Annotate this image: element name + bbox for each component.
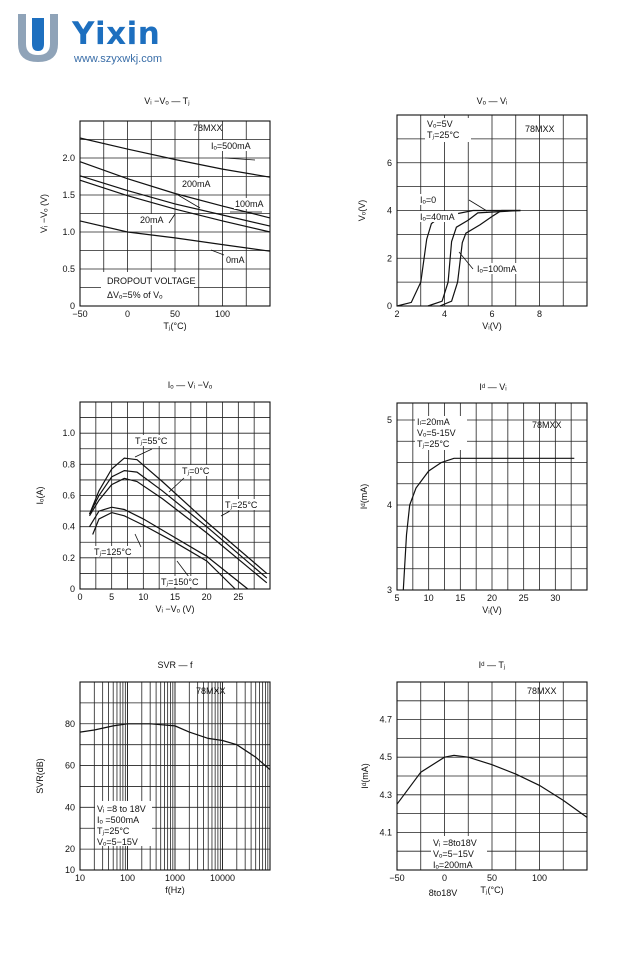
y-tick-label: 20 xyxy=(64,844,75,855)
annotation-text: Tⱼ=25°C xyxy=(97,826,130,836)
x-tick-label: 10000 xyxy=(209,873,236,883)
y-tick-label: 60 xyxy=(64,760,75,771)
x-tick-label: 5 xyxy=(109,592,115,602)
x-tick-label: 2 xyxy=(394,309,400,319)
y-tick-label: 3 xyxy=(386,585,392,595)
x-tick-label: 100 xyxy=(119,873,136,883)
series-label: Iₒ=500mA xyxy=(211,141,251,151)
y-tick-label: 10 xyxy=(64,865,75,875)
y-tick-label: 0 xyxy=(69,301,75,311)
y-axis-label: Iₒ(A) xyxy=(35,486,45,505)
brand-name: Yixin xyxy=(72,16,161,52)
y-tick-label: 4.7 xyxy=(379,714,392,725)
y-tick-label: 0.2 xyxy=(62,552,75,563)
annotation-text: Vᵢ =8 to 18V xyxy=(97,804,146,814)
series-label: 0mA xyxy=(226,255,245,265)
label-leader-line xyxy=(135,534,141,547)
annotation-text: Iₒ =500mA xyxy=(97,815,140,825)
x-axis-label: Tⱼ(°C) xyxy=(163,321,187,331)
x-tick-label: 25 xyxy=(518,593,529,603)
label-leader-line xyxy=(459,252,473,269)
series-label: Iₒ=40mA xyxy=(420,212,455,222)
device-label: 78MXX xyxy=(196,686,226,696)
y-tick-label: 0.5 xyxy=(62,264,75,274)
x-tick-label: 0 xyxy=(77,592,83,602)
label-leader-line xyxy=(177,561,189,577)
y-tick-label: 4.5 xyxy=(379,752,392,763)
y-tick-label: 0.6 xyxy=(62,490,75,501)
y-tick-label: 80 xyxy=(64,718,75,729)
y-tick-label: 1.5 xyxy=(62,190,75,200)
y-tick-label: 5 xyxy=(386,415,392,425)
x-tick-label: 10 xyxy=(423,593,434,603)
x-tick-label: 100 xyxy=(531,873,548,883)
y-tick-label: 0 xyxy=(69,584,75,594)
x-tick-label: 20 xyxy=(486,593,498,603)
annotation-text: Vₒ=5−15V xyxy=(433,849,474,859)
y-axis-label: Iᵈ(mA) xyxy=(360,763,370,789)
annotation-text: Iₗ=20mA xyxy=(417,417,450,427)
annotation-text: Vₒ=5-15V xyxy=(417,428,456,438)
y-tick-label: 6 xyxy=(386,157,392,168)
series-label: 20mA xyxy=(140,215,164,225)
annotation-text: Vₒ=5−15V xyxy=(97,837,138,847)
y-tick-label: 4 xyxy=(386,500,392,510)
x-axis-label: Vᵢ(V) xyxy=(482,321,502,331)
device-label: 78MXX xyxy=(527,686,557,696)
y-tick-label: 40 xyxy=(64,802,75,813)
series-label: Tⱼ=0°C xyxy=(182,466,210,476)
x-axis-label: Tⱼ(°C) xyxy=(480,885,504,895)
chart-title: Iᵈ — Vᵢ xyxy=(479,382,507,392)
x-tick-label: 100 xyxy=(214,309,231,319)
x-tick-label: 15 xyxy=(455,593,466,603)
x-tick-label: 50 xyxy=(486,873,498,883)
chart-3 xyxy=(35,380,270,614)
y-tick-label: 1.0 xyxy=(62,428,75,439)
y-axis-label: SVR(dB) xyxy=(35,758,45,794)
x-axis-label: Vᵢ −Vₒ (V) xyxy=(155,604,195,614)
x-tick-label: 6 xyxy=(489,309,495,319)
annotation-text: Vₒ=5V xyxy=(427,119,453,129)
x-axis-label: Vᵢ(V) xyxy=(482,605,502,615)
x-tick-label: 30 xyxy=(550,593,561,603)
grid-lines xyxy=(80,402,270,589)
y-tick-label: 0 xyxy=(386,301,392,311)
annotation-text: DROPOUT VOLTAGE xyxy=(107,276,196,286)
series-label: Tⱼ=55°C xyxy=(135,436,168,446)
series-label: Tⱼ=25°C xyxy=(225,500,258,510)
chart-title: Vₒ — Vᵢ xyxy=(476,96,508,106)
y-tick-label: 0.8 xyxy=(62,459,75,470)
x-tick-label: 25 xyxy=(233,592,244,602)
label-leader-line xyxy=(469,200,487,211)
annotation-text: Vᵢ =8to18V xyxy=(433,838,477,848)
chart-title: SVR — f xyxy=(157,660,193,670)
x-tick-label: 20 xyxy=(201,592,212,602)
chart-2 xyxy=(357,96,587,331)
annotation-text: ΔVₒ=5% of Vₒ xyxy=(107,290,163,300)
x-tick-label: 8 xyxy=(536,309,543,319)
series-label: Tⱼ=150°C xyxy=(161,577,199,587)
y-tick-label: 4.1 xyxy=(379,827,392,838)
x-tick-label: 4 xyxy=(441,309,448,319)
device-label: 78MXX xyxy=(525,124,555,134)
x-tick-label: 0 xyxy=(441,873,448,883)
y-tick-label: 2 xyxy=(386,253,392,264)
x-tick-label: 1000 xyxy=(164,873,186,883)
chart-5 xyxy=(35,660,270,895)
brand-website: www.szyxwkj.com xyxy=(74,53,163,65)
device-label: 78MXX xyxy=(193,123,223,133)
chart-title: Iᵈ — Tⱼ xyxy=(478,660,506,670)
x-tick-label: 5 xyxy=(394,593,400,603)
annotation-text: Tⱼ=25°C xyxy=(427,130,460,140)
series-line xyxy=(90,478,267,582)
chart-4 xyxy=(359,382,587,615)
label-leader-line xyxy=(169,214,175,223)
chart-title: Vᵢ −Vₒ — Tⱼ xyxy=(144,96,190,106)
y-tick-label: 4 xyxy=(386,205,392,216)
x-tick-label: 10 xyxy=(74,873,86,883)
chart-6 xyxy=(360,660,587,898)
y-tick-label: 1.0 xyxy=(62,227,75,237)
x-tick-label: 15 xyxy=(169,592,181,602)
device-label: 78MXX xyxy=(532,420,562,430)
x-tick-label: −50 xyxy=(72,309,88,319)
x-tick-label: 10 xyxy=(138,592,149,602)
x-tick-label: 0 xyxy=(124,309,131,319)
annotation-text: Iₒ=200mA xyxy=(433,860,473,870)
x-axis-label: f(Hz) xyxy=(165,885,185,895)
series-label: Iₒ=0 xyxy=(420,195,437,205)
x-axis-extra-label: 8to18V xyxy=(428,888,458,898)
y-axis-label: Vᵢ −Vₒ (V) xyxy=(39,193,49,234)
annotation-text: Tⱼ=25°C xyxy=(417,439,450,449)
y-tick-label: 2.0 xyxy=(62,153,75,163)
x-tick-label: 50 xyxy=(169,309,181,319)
series-label: Iₒ=100mA xyxy=(477,264,517,274)
series-label: 200mA xyxy=(182,179,211,189)
chart-1 xyxy=(39,96,270,331)
y-tick-label: 0.4 xyxy=(62,521,75,532)
y-axis-label: Iᵈ(mA) xyxy=(359,483,369,510)
y-axis-label: Vₒ(V) xyxy=(357,199,367,222)
grid-lines xyxy=(397,682,587,870)
series-label: 100mA xyxy=(235,199,264,209)
y-tick-label: 4.3 xyxy=(379,789,392,800)
chart-title: Iₒ — Vᵢ −Vₒ xyxy=(167,380,213,390)
x-tick-label: −50 xyxy=(389,873,405,883)
series-label: Tⱼ=125°C xyxy=(94,547,132,557)
